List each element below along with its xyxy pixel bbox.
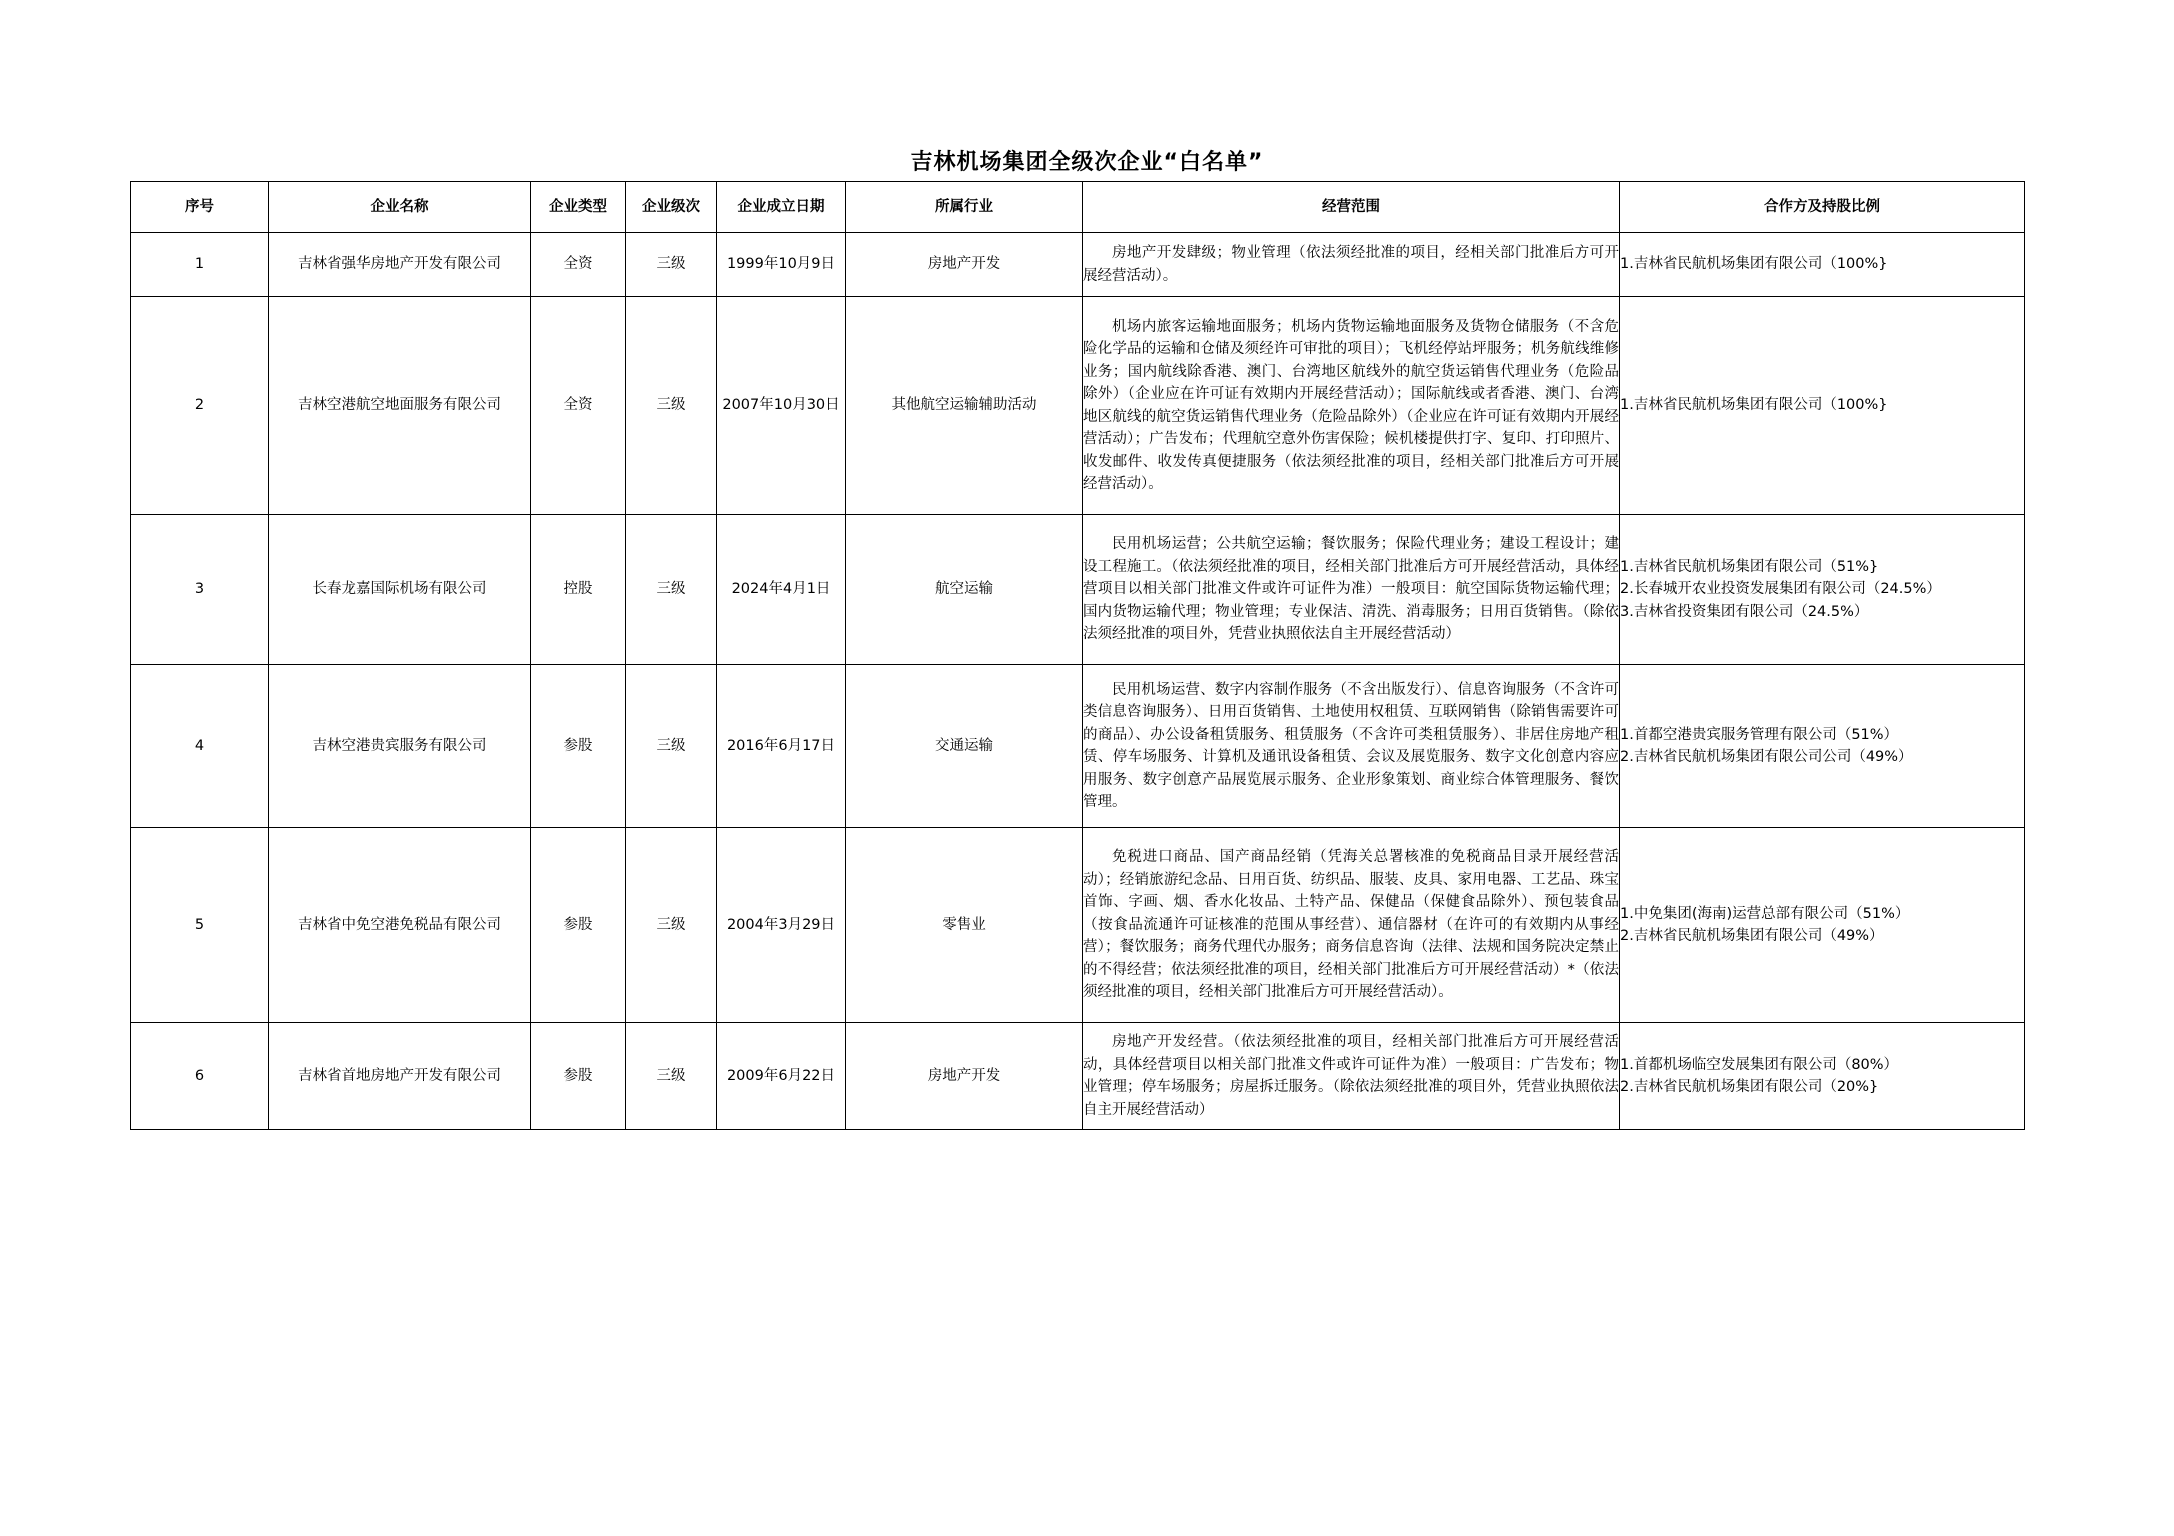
row-index: 5 <box>131 828 269 1023</box>
enterprise-level: 三级 <box>626 515 717 665</box>
business-scope-text: 机场内旅客运输地面服务；机场内货物运输地面服务及货物仓储服务（不含危险化学品的运输和仓储及须经许可审批的项目）；飞机经停站坪服务；机务航线维修业务；国内航线除香港、澳门、台湾地区航线外的航空货运销售代理业务（危险品除外）（企业应在许可证有效期内开展经营活动）；国际航线或者香港、澳门、台湾地区航线的航空货运销售代理业务（危险品除外）（企业应在许可证有效期内开展经营活动）；广告发布；代理航空意外伤害保险；候机楼提供打字、复印、打印照片、收发邮件、收发传真便捷服务（依法须经批准的项目，经相关部门批准后方可开展经营活动）。 <box>1083 318 1619 492</box>
founded-date: 2007年10月30日 <box>717 297 846 515</box>
table-row <box>131 1023 2025 1130</box>
enterprise-type: 参股 <box>531 828 626 1023</box>
industry: 房地产开发 <box>846 1023 1083 1130</box>
enterprise-type: 全资 <box>531 297 626 515</box>
table-row <box>131 233 2025 297</box>
business-scope-text: 民用机场运营、数字内容制作服务（不含出版发行）、信息咨询服务（不含许可类信息咨询服务）、日用百货销售、土地使用权租赁、互联网销售（除销售需要许可的商品）、办公设备租赁服务、租赁服务（不含许可类租赁服务）、非居住房地产租赁、停车场服务、计算机及通讯设备租赁、会议及展览服务、数字文化创意内容应用服务、数字创意产品展览展示服务、企业形象策划、商业综合体管理服务、餐饮管理。 <box>1083 681 1619 810</box>
partners-cell <box>1620 828 2025 1023</box>
partner-line: 2.长春城开农业投资发展集团有限公司（24.5%） <box>1620 581 1941 598</box>
header-founded-date: 企业成立日期 <box>717 182 846 233</box>
partner-line: 1.中免集团(海南)运营总部有限公司（51%） <box>1620 905 1910 922</box>
header-enterprise-type: 企业类型 <box>531 182 626 233</box>
header-partners: 合作方及持股比例 <box>1620 182 2025 233</box>
partners-cell <box>1620 665 2025 828</box>
business-scope <box>1083 297 1620 515</box>
row-index: 1 <box>131 233 269 297</box>
enterprise-level: 三级 <box>626 1023 717 1130</box>
business-scope-text: 房地产开发经营。（依法须经批准的项目，经相关部门批准后方可开展经营活动，具体经营项目以相关部门批准文件或许可证件为准）一般项目：广告发布；物业管理；停车场服务；房屋拆迁服务。（除依法须经批准的项目外，凭营业执照依法自主开展经营活动） <box>1083 1034 1619 1118</box>
founded-date: 2024年4月1日 <box>717 515 846 665</box>
header-enterprise-name: 企业名称 <box>269 182 531 233</box>
industry: 零售业 <box>846 828 1083 1023</box>
enterprise-name: 吉林省强华房地产开发有限公司 <box>269 233 531 297</box>
enterprise-level: 三级 <box>626 828 717 1023</box>
industry: 交通运输 <box>846 665 1083 828</box>
partner-line: 2.吉林省民航机场集团有限公司（20%} <box>1620 1079 1879 1095</box>
partner-line: 1.吉林省民航机场集团有限公司（51%} <box>1620 558 1879 575</box>
row-index: 3 <box>131 515 269 665</box>
business-scope <box>1083 1023 1620 1130</box>
founded-date: 2016年6月17日 <box>717 665 846 828</box>
industry: 房地产开发 <box>846 233 1083 297</box>
enterprise-type: 参股 <box>531 1023 626 1130</box>
table-row <box>131 828 2025 1023</box>
enterprise-type: 全资 <box>531 233 626 297</box>
enterprise-type: 控股 <box>531 515 626 665</box>
table-header-row <box>131 182 2025 233</box>
table-row <box>131 665 2025 828</box>
business-scope <box>1083 515 1620 665</box>
header-enterprise-level: 企业级次 <box>626 182 717 233</box>
partners-cell <box>1620 515 2025 665</box>
partner-line: 3.吉林省投资集团有限公司（24.5%） <box>1620 603 1869 620</box>
partner-line: 1.首都空港贵宾服务管理有限公司（51%） <box>1620 726 1899 743</box>
header-index: 序号 <box>131 182 269 233</box>
page-title: 吉林机场集团全级次企业“白名单” <box>910 150 1264 175</box>
founded-date: 2004年3月29日 <box>717 828 846 1023</box>
industry: 其他航空运输辅助活动 <box>846 297 1083 515</box>
table-row <box>131 515 2025 665</box>
business-scope-text: 房地产开发肆级；物业管理（依法须经批准的项目，经相关部门批准后方可开展经营活动）。 <box>1083 245 1619 284</box>
header-industry: 所属行业 <box>846 182 1083 233</box>
partner-line: 1.吉林省民航机场集团有限公司（100%} <box>1620 256 1888 273</box>
partners-cell <box>1620 233 2025 297</box>
enterprise-name: 长春龙嘉国际机场有限公司 <box>269 515 531 665</box>
row-index: 6 <box>131 1023 269 1130</box>
business-scope-text: 民用机场运营；公共航空运输；餐饮服务；保险代理业务；建设工程设计；建设工程施工。（依法须经批准的项目，经相关部门批准后方可开展经营活动，具体经营项目以相关部门批准文件或许可证件为准）一般项目：航空国际货物运输代理；国内货物运输代理；物业管理；专业保洁、清洗、消毒服务；日用百货销售。（除依法须经批准的项目外，凭营业执照依法自主开展经营活动） <box>1083 536 1619 643</box>
partner-line: 1.吉林省民航机场集团有限公司（100%} <box>1620 397 1888 414</box>
business-scope <box>1083 233 1620 297</box>
business-scope <box>1083 828 1620 1023</box>
row-index: 2 <box>131 297 269 515</box>
enterprise-level: 三级 <box>626 297 717 515</box>
enterprise-type: 参股 <box>531 665 626 828</box>
industry: 航空运输 <box>846 515 1083 665</box>
partners-cell <box>1620 1023 2025 1130</box>
partner-line: 2.吉林省民航机场集团有限公司（49%） <box>1620 928 1884 944</box>
enterprise-name: 吉林省中免空港免税品有限公司 <box>269 828 531 1023</box>
founded-date: 1999年10月9日 <box>717 233 846 297</box>
row-index: 4 <box>131 665 269 828</box>
enterprise-name: 吉林空港贵宾服务有限公司 <box>269 665 531 828</box>
header-business-scope: 经营范围 <box>1083 182 1620 233</box>
partner-line: 1.首都机场临空发展集团有限公司（80%） <box>1620 1056 1899 1073</box>
enterprise-level: 三级 <box>626 665 717 828</box>
enterprise-whitelist-table <box>130 181 2025 1130</box>
business-scope <box>1083 665 1620 828</box>
partner-line: 2.吉林省民航机场集团有限公司公司（49%） <box>1620 749 1913 765</box>
enterprise-name: 吉林省首地房地产开发有限公司 <box>269 1023 531 1130</box>
enterprise-name: 吉林空港航空地面服务有限公司 <box>269 297 531 515</box>
table-row <box>131 297 2025 515</box>
business-scope-text: 免税进口商品、国产商品经销（凭海关总署核准的免税商品目录开展经营活动）；经销旅游纪念品、日用百货、纺织品、服装、皮具、家用电器、工艺品、珠宝首饰、字画、烟、香水化妆品、土特产品、保健品（保健食品除外）、预包装食品（按食品流通许可证核准的范围从事经营）、通信器材（在许可的有效期内从事经营）；餐饮服务；商务代理代办服务；商务信息咨询（法律、法规和国务院决定禁止的不得经营；依法须经批准的项目，经相关部门批准后方可开展经营活动）*（依法须经批准的项目，经相关部门批准后方可开展经营活动）。 <box>1083 849 1619 1001</box>
enterprise-level: 三级 <box>626 233 717 297</box>
founded-date: 2009年6月22日 <box>717 1023 846 1130</box>
partners-cell <box>1620 297 2025 515</box>
